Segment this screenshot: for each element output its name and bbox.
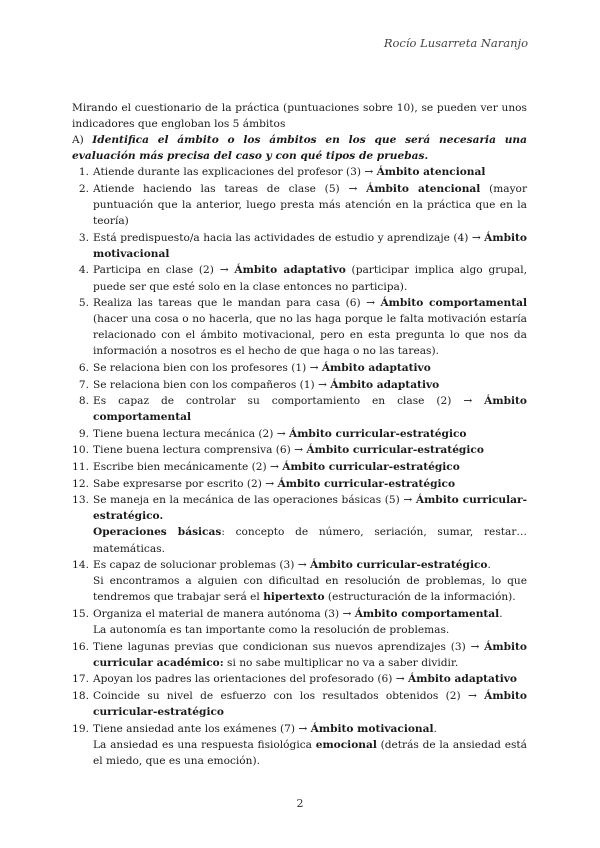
item-number: 17. xyxy=(72,673,89,686)
list-item xyxy=(72,262,527,294)
item-text: Tiene buena lectura mecánica (2) → xyxy=(93,427,289,440)
item-text: Atiende haciendo las tareas de clase (5) → xyxy=(93,182,367,195)
list-item xyxy=(72,492,527,556)
item-rest: . xyxy=(487,559,491,572)
item-text: Coincide su nivel de esfuerzo con los resultados obtenidos (2) → xyxy=(93,689,485,702)
item-text: Atiende durante las explicaciones del profesor (3) → xyxy=(93,166,377,179)
question-prefix: A) xyxy=(72,134,93,147)
item-rest: . xyxy=(499,607,503,620)
item-text: Es capaz de controlar su comportamiento en clase (2) → xyxy=(93,395,485,408)
item-ambito: Ámbito curricular-estratégico xyxy=(277,477,456,490)
note-pre: La ansiedad es una respuesta fisiológica xyxy=(93,738,316,751)
item-text: Escribe bien mecánicamente (2) → xyxy=(93,461,283,474)
note-bold: Operaciones básicas xyxy=(93,526,222,539)
note-post: (estructuración de la información). xyxy=(324,591,516,604)
item-ambito: Ámbito atencional xyxy=(366,182,481,195)
item-number: 10. xyxy=(72,444,89,457)
item-ambito: Ámbito comportamental xyxy=(354,607,500,620)
item-ambito: Ámbito curricular académico: xyxy=(93,640,527,669)
item-number: 2. xyxy=(78,182,89,195)
item-text: Participa en clase (2) → xyxy=(93,264,235,277)
item-text: Sabe expresarse por escrito (2) → xyxy=(93,477,278,490)
list-item xyxy=(72,671,527,687)
item-number: 9. xyxy=(78,427,89,440)
item-number: 11. xyxy=(72,461,89,474)
item-rest: (hacer una cosa o no hacerla, que no las haga porque le falta motivación estaría relacionado con el ámbito motivacional, pero en esta pregunta lo que nos da información a nosotros es el hecho de que haga o no las tareas). xyxy=(93,313,527,358)
list-item xyxy=(72,476,527,492)
item-13-note xyxy=(93,524,527,556)
list-item xyxy=(72,688,527,720)
item-number: 7. xyxy=(78,378,89,391)
list-item xyxy=(72,164,527,180)
item-text: Tiene ansiedad ante los exámenes (7) → xyxy=(93,722,311,735)
item-15-note: La autonomía es tan importante como la resolución de problemas. xyxy=(93,624,450,636)
item-ambito: Ámbito atencional xyxy=(376,166,486,179)
item-rest: (participar implica algo grupal, puede ser que esté solo en la clase entonces no participa). xyxy=(93,264,527,293)
item-number: 16. xyxy=(72,640,89,653)
item-ambito: Ámbito motivacional xyxy=(310,722,434,735)
item-rest: . xyxy=(433,722,437,735)
item-number: 4. xyxy=(78,264,89,277)
document-body xyxy=(72,100,527,769)
item-text: Apoyan los padres las orientaciones del profesorado (6) → xyxy=(93,673,409,686)
list-item xyxy=(72,393,527,425)
item-text: Tiene buena lectura comprensiva (6) → xyxy=(93,444,307,457)
list-item xyxy=(72,442,527,458)
item-rest: si no sabe multiplicar no va a saber dividir. xyxy=(223,656,459,669)
item-text: Es capaz de solucionar problemas (3) → xyxy=(93,559,310,572)
item-number: 18. xyxy=(72,689,89,702)
list-item xyxy=(72,639,527,671)
item-text: Realiza las tareas que le mandan para casa (6) → xyxy=(93,297,381,310)
item-ambito: Ámbito curricular-estratégico xyxy=(93,689,527,718)
item-text: Está predispuesto/a hacia las actividades de estudio y aprendizaje (4) → xyxy=(93,231,485,244)
list-item xyxy=(72,377,527,393)
item-number: 15. xyxy=(72,607,89,620)
item-number: 5. xyxy=(78,297,89,310)
list-item xyxy=(72,557,527,605)
intro-paragraph: Mirando el cuestionario de la práctica (puntuaciones sobre 10), se pueden ver unos indicadores que engloban los 5 ámbitos xyxy=(72,102,527,131)
item-ambito: Ámbito curricular-estratégico xyxy=(306,444,484,457)
item-ambito: Ámbito comportamental xyxy=(380,297,527,310)
item-ambito: Ámbito motivacional xyxy=(93,231,527,260)
item-number: 14. xyxy=(72,559,89,572)
item-ambito: Ámbito curricular-estratégico. xyxy=(93,494,527,523)
item-number: 19. xyxy=(72,722,89,735)
list-item xyxy=(72,426,527,442)
indicator-list xyxy=(72,164,527,768)
list-item xyxy=(72,606,527,638)
list-item xyxy=(72,721,527,769)
item-number: 3. xyxy=(78,231,89,244)
item-text: Se relaciona bien con los compañeros (1) → xyxy=(93,378,331,391)
item-text: Organiza el material de manera autónoma (3) → xyxy=(93,607,355,620)
item-ambito: Ámbito curricular-estratégico xyxy=(289,427,467,440)
list-item xyxy=(72,360,527,376)
item-ambito: Ámbito adaptativo xyxy=(321,362,431,374)
list-item xyxy=(72,230,527,262)
item-text: Se maneja en la mecánica de las operaciones básicas (5) → xyxy=(93,494,416,507)
note-bold: hipertexto xyxy=(263,591,325,604)
item-text: Tiene lagunas previas que condicionan sus nuevos aprendizajes (3) → xyxy=(93,640,485,653)
note-pre: Si encontramos a alguien con dificultad en resolución de problemas, lo que tendremos que trabajar será el xyxy=(93,575,527,604)
item-number: 8. xyxy=(78,395,89,408)
item-ambito: Ámbito adaptativo xyxy=(234,264,346,277)
question-text: Identifica el ámbito o los ámbitos en los que será necesaria una evaluación más precisa del caso y con qué tipos de pruebas. xyxy=(72,134,527,163)
page-header-author: Rocío Lusarreta Naranjo xyxy=(383,36,528,50)
note-bold: emocional xyxy=(315,738,377,751)
item-number: 12. xyxy=(72,477,89,490)
item-number: 6. xyxy=(78,362,89,374)
list-item xyxy=(72,181,527,229)
list-item xyxy=(72,295,527,359)
item-14-note xyxy=(93,573,527,605)
item-text: Se relaciona bien con los profesores (1) → xyxy=(93,362,322,374)
note-text: : concepto de número, seriación, sumar, restar… matemáticas. xyxy=(93,526,527,555)
item-rest: (mayor puntuación que la anterior, luego presta más atención en la práctica que en la teoría) xyxy=(93,182,528,228)
list-item xyxy=(72,459,527,475)
item-number: 1. xyxy=(78,166,89,179)
page-number: 2 xyxy=(296,797,304,810)
question-a xyxy=(72,132,527,164)
item-number: 13. xyxy=(72,494,89,507)
item-19-note xyxy=(93,737,527,769)
note-post: (detrás de la ansiedad está el miedo, que es una emoción). xyxy=(93,738,527,767)
item-ambito: Ámbito curricular-estratégico xyxy=(310,559,488,572)
item-ambito: Ámbito curricular-estratégico xyxy=(282,461,460,474)
item-ambito: Ámbito adaptativo xyxy=(330,378,440,391)
item-ambito: Ámbito adaptativo xyxy=(408,673,517,686)
item-ambito: Ámbito comportamental xyxy=(93,395,527,424)
